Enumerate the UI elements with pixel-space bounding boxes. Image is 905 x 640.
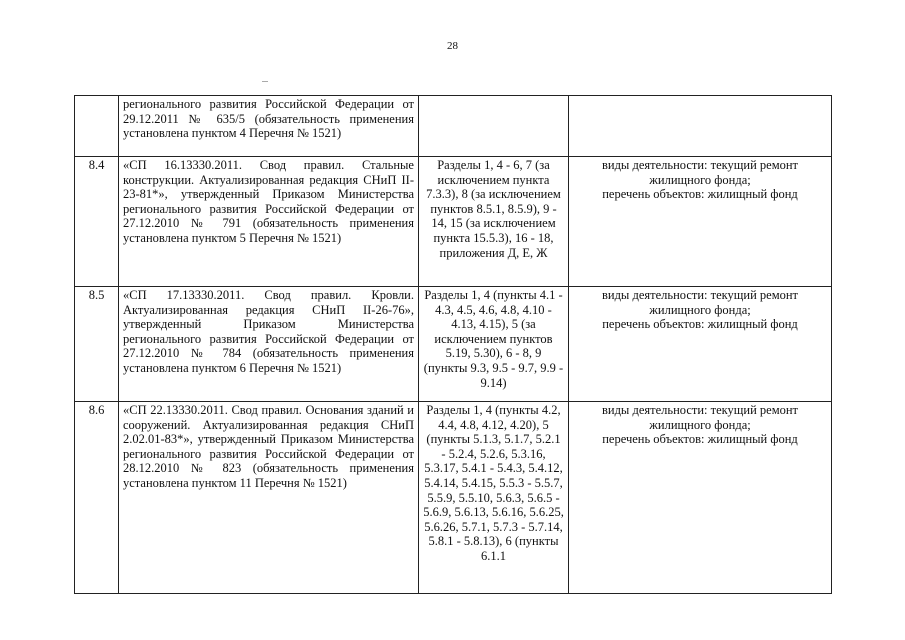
- scope-activity: виды деятельности: текущий ремонт жилищного фонда;: [601, 158, 799, 187]
- application-scope: [569, 157, 832, 287]
- applicable-sections: Разделы 1, 4 (пункты 4.1 - 4.3, 4.5, 4.6, 4.8, 4.10 - 4.13, 4.15), 5 (за исключением пунктов 5.19, 5.30), 6 - 8, 9 (пункты 9.3, 9.5 - 9.7, 9.9 - 9.14): [419, 287, 569, 402]
- applicable-sections: Разделы 1, 4 - 6, 7 (за исключением пункта 7.3.3), 8 (за исключением пунктов 8.5.1, 8.5.9), 9 - 14, 15 (за исключением пункта 15.5.3), 16 - 18, приложения Д, Е, Ж: [419, 157, 569, 287]
- scope-activity: виды деятельности: текущий ремонт жилищного фонда;: [601, 288, 799, 317]
- document-name: регионального развития Российской Федерации от 29.12.2011 № 635/5 (обязательность применения установлена пунктом 4 Перечня № 1521): [119, 96, 419, 157]
- table-row: [75, 157, 832, 287]
- scope-activity: виды деятельности: текущий ремонт жилищного фонда;: [601, 403, 799, 432]
- row-number: [75, 96, 119, 157]
- document-name: «СП 22.13330.2011. Свод правил. Основания зданий и сооружений. Актуализированная редакция СНиП 2.02.01-83*», утвержденный Приказом Министерства регионального развития Российской Федерации от 28.12.2010 № 823 (обязательность применения установлена пунктом 11 Перечня № 1521): [119, 402, 419, 594]
- application-scope: [569, 402, 832, 594]
- table-row: [75, 402, 832, 594]
- document-name: «СП 16.13330.2011. Свод правил. Стальные конструкции. Актуализированная редакция СНиП II-23-81*», утвержденный Приказом Министерства регионального развития Российской Федерации от 27.12.2010 № 791 (обязательность применения установлена пунктом 5 Перечня № 1521): [119, 157, 419, 287]
- applicable-sections: [419, 96, 569, 157]
- row-number: 8.6: [75, 402, 119, 594]
- row-number: 8.5: [75, 287, 119, 402]
- table-row: [75, 96, 832, 157]
- page-number: 28: [447, 40, 458, 52]
- scope-objects: перечень объектов: жилищный фонд: [602, 317, 798, 332]
- row-number: 8.4: [75, 157, 119, 287]
- application-scope: [569, 96, 832, 157]
- application-scope: [569, 287, 832, 402]
- scope-objects: перечень объектов: жилищный фонд: [602, 187, 798, 202]
- scan-speck: [262, 81, 268, 82]
- applicable-sections: Разделы 1, 4 (пункты 4.2, 4.4, 4.8, 4.12, 4.20), 5 (пункты 5.1.3, 5.1.7, 5.2.1 - 5.2.4, 5.2.6, 5.3.16, 5.3.17, 5.4.1 - 5.4.3, 5.4.12, 5.4.14, 5.4.15, 5.5.3 - 5.5.7, 5.5.9, 5.5.10, 5.6.3, 5.6.5 - 5.6.9, 5.6.13, 5.6.16, 5.6.25, 5.6.26, 5.7.1, 5.7.3 - 5.7.14, 5.8.1 - 5.8.13), 6 (пункты 6.1.1: [419, 402, 569, 594]
- table-row: [75, 287, 832, 402]
- regulations-table: [74, 95, 832, 594]
- scope-objects: перечень объектов: жилищный фонд: [602, 432, 798, 447]
- document-name: «СП 17.13330.2011. Свод правил. Кровли. Актуализированная редакция СНиП II-26-76», утвержденный Приказом Министерства регионального развития Российской Федерации от 27.12.2010 № 784 (обязательность применения установлена пунктом 6 Перечня № 1521): [119, 287, 419, 402]
